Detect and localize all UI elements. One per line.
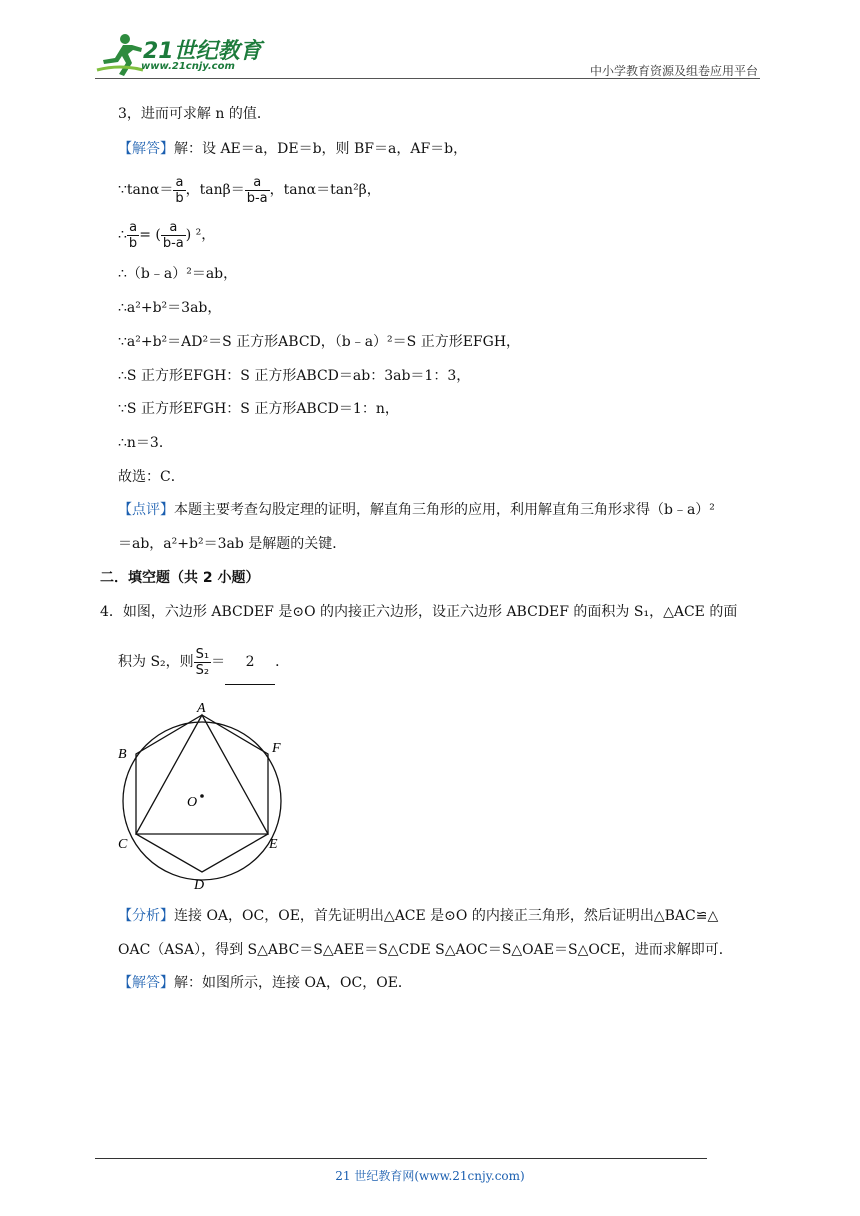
center-point [200, 794, 204, 798]
text-line-7: ∵a²+b²＝AD²＝S 正方形ABCD，（b﹣a）²＝S 正方形EFGH， [118, 334, 521, 350]
label-e: E [269, 837, 278, 852]
tan-suffix: ，tanα＝tan²β， [269, 182, 381, 198]
section-title: 二．填空题（共 2 小题） [100, 570, 260, 586]
label-c: C [118, 837, 128, 852]
frac-num: S₁ [195, 646, 210, 662]
runner-logo-icon [95, 30, 145, 78]
solution-2-tag: 【解答】 [118, 975, 174, 991]
fraction-s1-over-s2 [194, 647, 211, 678]
q4-prefix: 积为 S₂，则 [118, 654, 194, 670]
logo-text: 21世纪教育 [143, 39, 262, 64]
text-line-8: ∴S 正方形EFGH：S 正方形ABCD＝ab：3ab＝1：3， [118, 368, 471, 384]
frac-num: a [161, 220, 186, 236]
question-4-line-1: 4．如图，六边形 ABCDEF 是⊙O 的内接正六边形，设正六边形 ABCDEF 的面积为 S₁，△ACE 的面 [100, 604, 738, 620]
header-divider [95, 78, 760, 79]
fraction-a-over-b-minus-a [161, 220, 186, 251]
q4-end: ． [275, 654, 290, 670]
site-logo [95, 30, 265, 78]
inscribed-hexagon-diagram [112, 698, 292, 894]
page-footer: 21 世纪教育网(www.21cnjy.com) [335, 1169, 525, 1183]
analysis-line-2: OAC（ASA），得到 S△ABC＝S△AEE＝S△CDE S△AOC＝S△OAE＝S△OCE，进而求解即可． [118, 942, 733, 958]
circle-o [123, 722, 281, 880]
ratio-mid: = ( [139, 227, 161, 243]
frac-den: b [175, 190, 184, 206]
q4-equals: ＝ [211, 654, 226, 670]
solution-text: 解：设 AE＝a，DE＝b，则 BF＝a，AF＝b， [174, 141, 468, 157]
label-b: B [118, 747, 127, 762]
text-line-9: ∵S 正方形EFGH：S 正方形ABCD＝1：n， [118, 401, 399, 417]
frac-den: b-a [162, 235, 184, 251]
solution-2-line [118, 973, 412, 993]
hexagon-figure [112, 698, 292, 894]
frac-num: a [245, 175, 270, 191]
text-line-1: 3，进而可求解 n 的值． [118, 106, 271, 122]
analysis-tag: 【分析】 [118, 908, 174, 924]
comment-tag: 【点评】 [118, 502, 174, 518]
label-f: F [272, 741, 281, 756]
text-line-10: ∴n＝3． [118, 435, 173, 451]
frac-den: b-a [246, 190, 268, 206]
fraction-a-over-b [173, 175, 185, 206]
frac-den: b [128, 235, 138, 251]
ratio-suffix: ) ²， [185, 227, 216, 243]
text-line-11: 故选：C． [118, 469, 185, 485]
triangle-ace [136, 715, 268, 834]
page-header [95, 30, 760, 80]
comment-text: 本题主要考查勾股定理的证明，解直角三角形的应用，利用解直角三角形求得（b﹣a）² [174, 502, 715, 518]
platform-name: 中小学教育资源及组卷应用平台 [589, 64, 758, 78]
fraction-a-over-b-minus-a [245, 175, 270, 206]
ratio-line [118, 215, 215, 255]
fraction-a-over-b [127, 220, 139, 251]
solution-line [118, 139, 467, 159]
text-line-6: ∴a²+b²＝3ab， [118, 300, 222, 316]
label-d: D [194, 878, 205, 893]
tan-mid: ，tanβ＝ [185, 182, 245, 198]
text-line-5: ∴（b﹣a）²＝ab， [118, 266, 238, 282]
footer-divider [95, 1158, 707, 1159]
label-o: O [187, 795, 198, 810]
frac-den: S₂ [195, 662, 210, 678]
comment-line [118, 500, 715, 520]
therefore-prefix: ∴ [118, 227, 127, 243]
comment-line-2: ＝ab，a²+b²＝3ab 是解题的关键． [118, 536, 347, 552]
question-4-line-2 [118, 640, 289, 684]
solution-2-text: 解：如图所示，连接 OA，OC，OE． [174, 975, 412, 991]
tan-prefix: ∵tanα＝ [118, 182, 174, 198]
analysis-text: 连接 OA，OC，OE，首先证明出△ACE 是⊙O 的内接正三角形，然后证明出△BAC≌△ [174, 908, 719, 924]
hexagon-abcdef [136, 715, 268, 872]
analysis-line [118, 906, 718, 926]
tan-line [118, 170, 381, 210]
logo-url: www.21cnjy.com [141, 61, 235, 72]
frac-num: a [173, 175, 185, 191]
solution-tag: 【解答】 [118, 141, 174, 157]
label-a: A [197, 701, 206, 716]
frac-num: a [127, 220, 139, 236]
answer-blank: 2 [225, 640, 275, 685]
